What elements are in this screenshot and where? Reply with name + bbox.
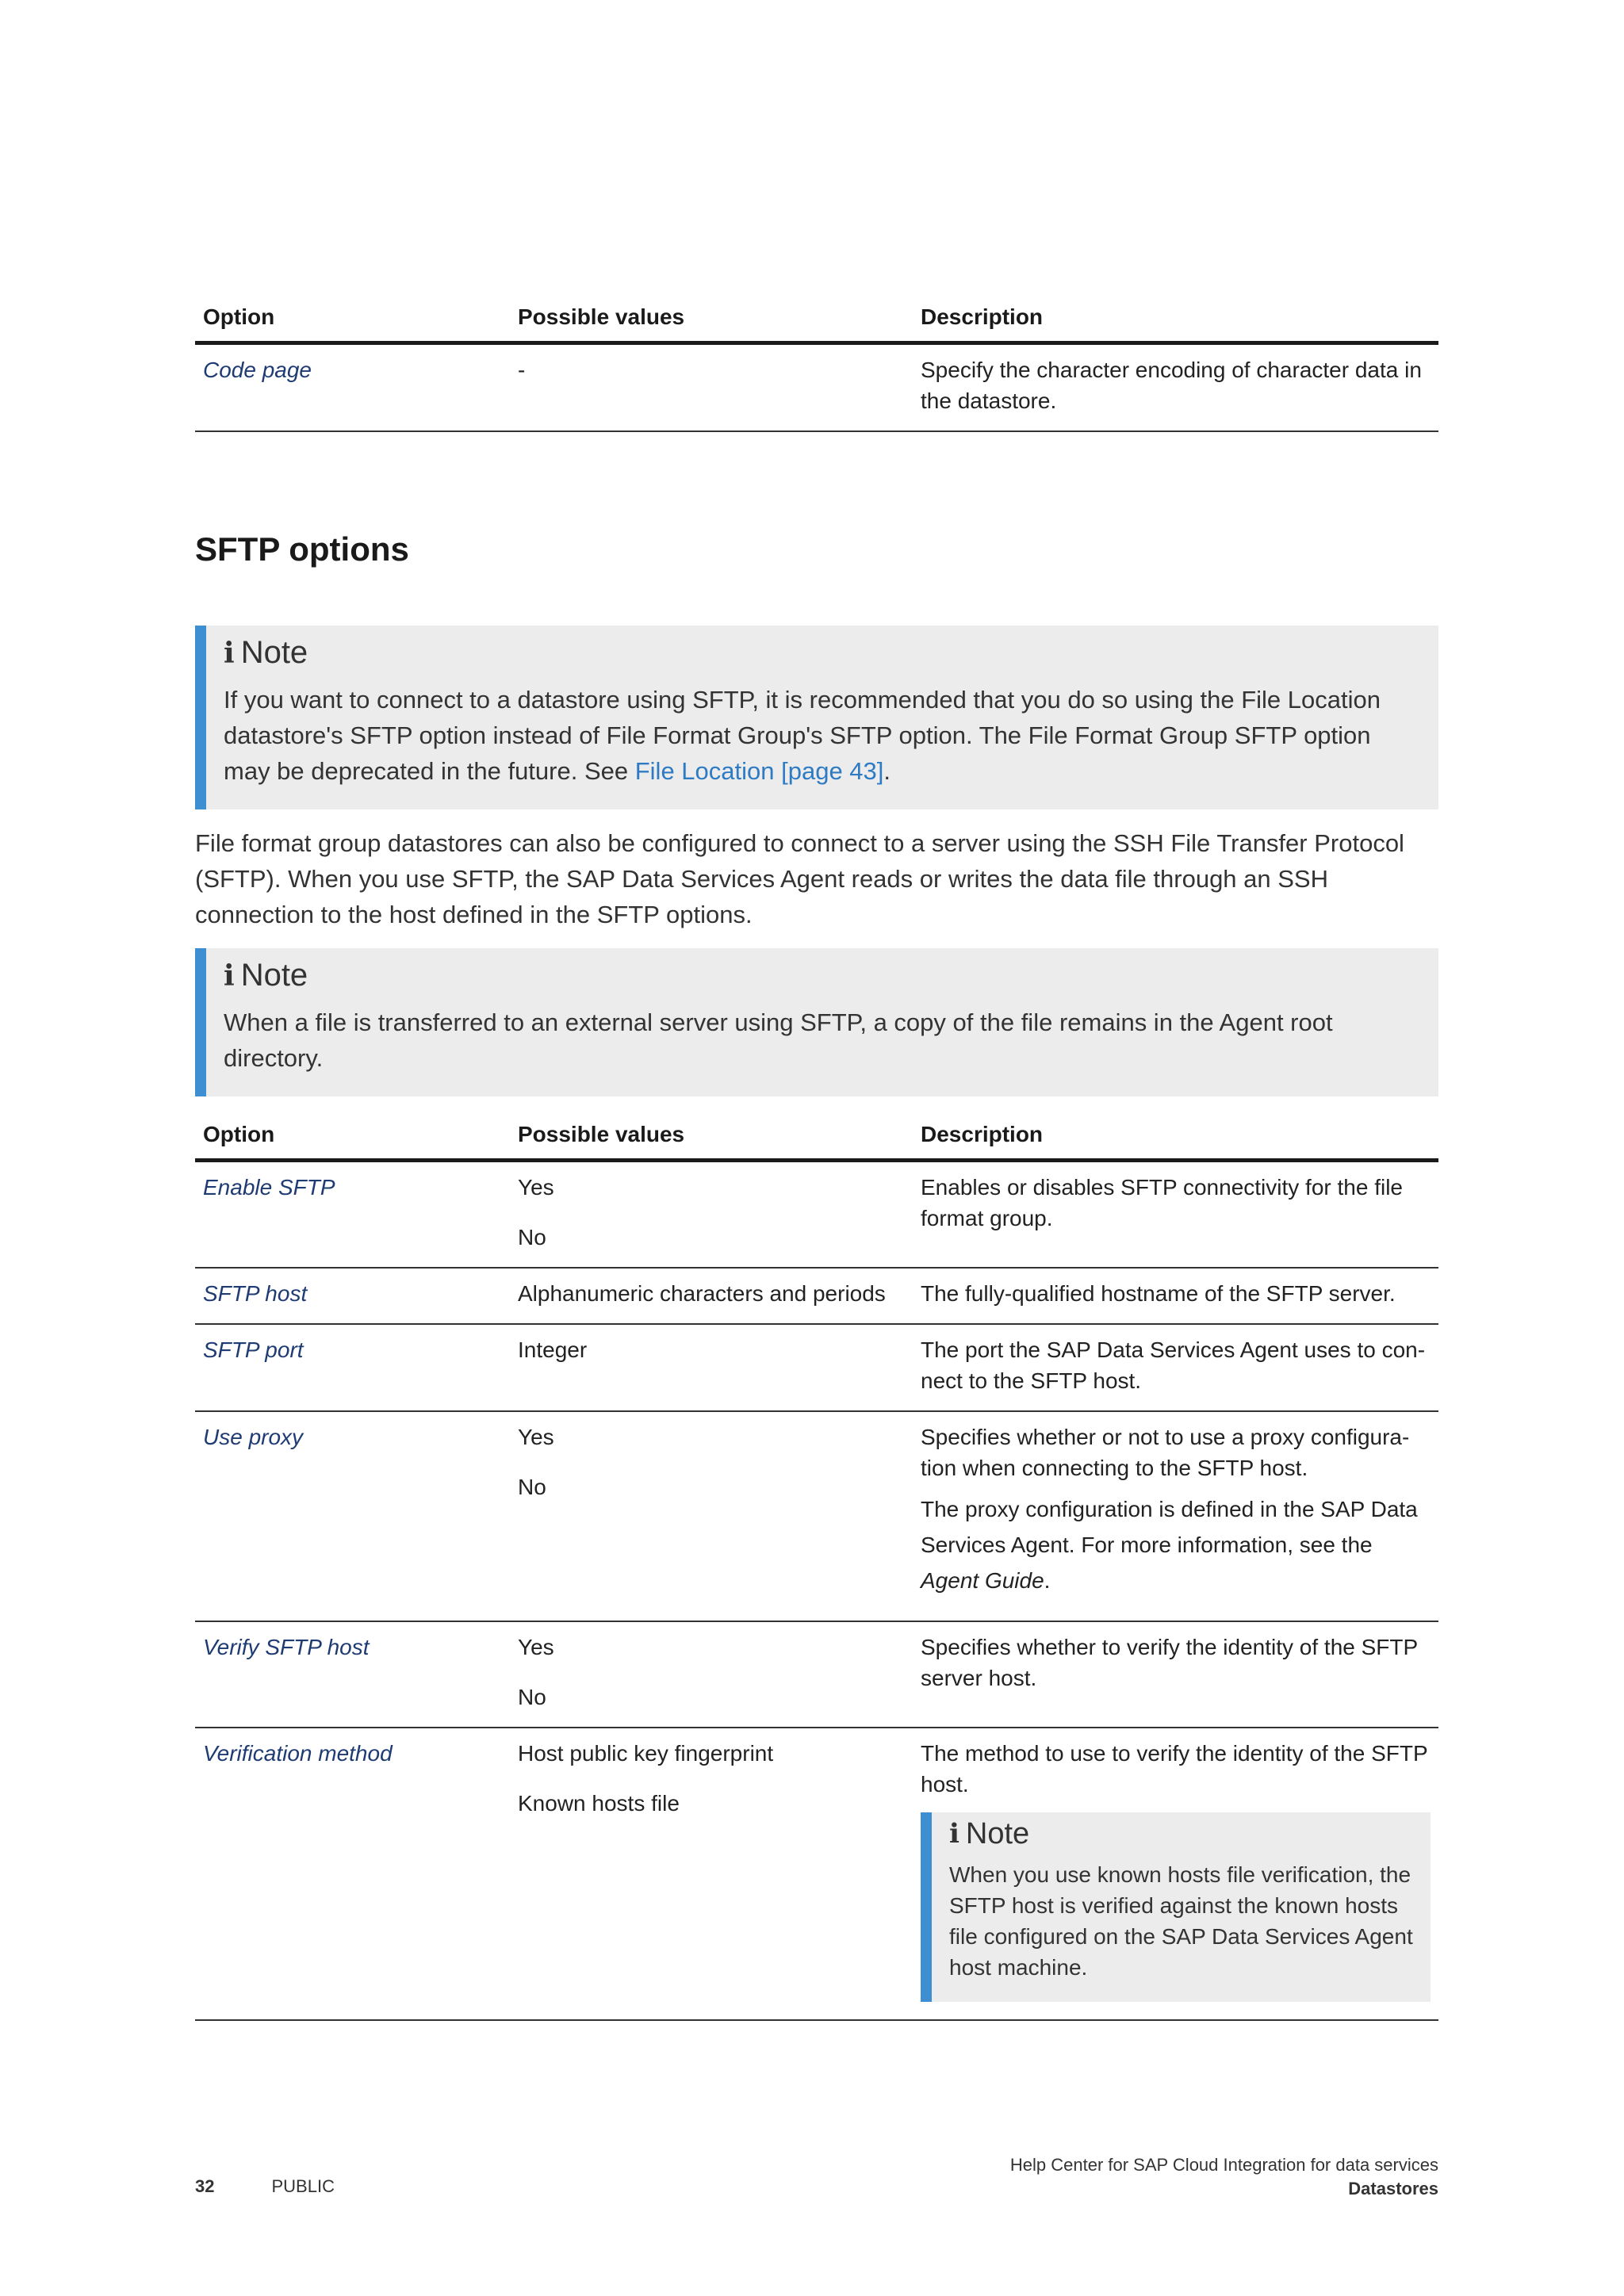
doc-title: Help Center for SAP Cloud Integration for data services [1009,2155,1438,2175]
table-row [195,1268,1438,1324]
info-icon: i [224,959,235,993]
option-name: SFTP port [195,1324,510,1411]
option-description [913,1411,1438,1621]
option-name: Code page [195,343,510,432]
option-description: Specify the character encoding of character data in the datastore. [913,343,1438,432]
option-name: Use proxy [195,1411,510,1621]
description-text: The proxy configuration is defined in the SAP Data Services Agent. For more information, see the [921,1497,1418,1557]
description-paragraph: Specifies whether or not to use a proxy configuration when connecting to the SFTP host. [921,1425,1410,1480]
option-values [510,1161,913,1269]
option-value: Yes [518,1635,554,1659]
page-content [195,293,1438,2021]
note-text-end: . [883,757,891,785]
sftp-options-table [195,1111,1438,2021]
body-paragraph: File format group datastores can also be configured to connect to a server using the SSH File Transfer Protocol (SFTP). When you use SFTP, the SAP Data Services Agent reads or writes the data file through an SSH connection to the host defined in the SFTP options. [195,829,1404,928]
option-values [510,343,913,432]
header-description: Description [913,293,1438,343]
note-title: Note [965,1817,1030,1850]
option-values [510,1621,913,1728]
note-text [224,682,1411,789]
table-row [195,1728,1438,2020]
option-value: Integer [518,1337,588,1362]
option-value: Yes [518,1175,554,1200]
option-description: Enables or disables SFTP connectivity for the file format group. [913,1161,1438,1269]
note-header [224,635,1411,671]
option-name: Enable SFTP [195,1161,510,1269]
option-value: No [518,1225,546,1249]
note-box [195,626,1438,809]
table-row [195,1621,1438,1728]
file-location-link[interactable]: File Location [page 43] [634,757,884,785]
note-box [195,948,1438,1096]
option-description [913,1728,1438,2020]
option-name: Verify SFTP host [195,1621,510,1728]
option-description: The port the SAP Data Services Agent uses to connect to the SFTP host. [913,1324,1438,1411]
info-icon: i [949,1818,959,1850]
option-value: No [518,1685,546,1709]
note-title: Note [240,958,308,993]
table-header-row [195,293,1438,343]
description-paragraph: The method to use to verify the identity of the SFTP host. [921,1741,1428,1797]
info-icon: i [224,636,235,670]
option-name: SFTP host [195,1268,510,1324]
footer-left [195,2176,335,2197]
header-option: Option [195,293,510,343]
option-value: No [518,1475,546,1499]
option-value: - [518,358,526,382]
description-text-end: . [1044,1568,1051,1593]
option-description: The fully-qualified hostname of the SFTP server. [913,1268,1438,1324]
description-paragraph [921,1491,1431,1598]
table-row [195,1324,1438,1411]
option-value: Host public key fingerprint [518,1741,774,1766]
note-text: When you use known hosts file verification, the SFTP host is verified against the known hosts file configured on the SAP Data Services Agent host machine. [949,1862,1413,1980]
agent-guide-reference: Agent Guide [921,1568,1044,1593]
header-possible-values: Possible values [510,293,913,343]
table-row [195,343,1438,432]
option-values [510,1728,913,2020]
code-page-table [195,293,1438,432]
note-header [949,1819,1413,1850]
header-description: Description [913,1111,1438,1161]
note-text: When a file is transferred to an external server using SFTP, a copy of the file remains in the Agent root directory. [224,1008,1333,1072]
table-row [195,1161,1438,1269]
note-header [224,958,1411,993]
header-possible-values: Possible values [510,1111,913,1161]
option-values [510,1324,913,1411]
note-box [921,1812,1431,2002]
header-option: Option [195,1111,510,1161]
option-description: Specifies whether to verify the identity of the SFTP server host. [913,1621,1438,1728]
classification-label: PUBLIC [271,2176,335,2196]
footer-right [1010,2153,1438,2201]
option-values [510,1268,913,1324]
note-title: Note [240,635,308,670]
option-value: Known hosts file [518,1791,680,1816]
page-number: 32 [195,2176,215,2196]
option-value: Alphanumeric characters and periods [518,1281,886,1306]
table-row [195,1411,1438,1621]
option-value: Yes [518,1425,554,1449]
option-values [510,1411,913,1621]
table-header-row [195,1111,1438,1161]
option-name: Verification method [195,1728,510,2020]
chapter-title: Datastores [1348,2179,1438,2198]
section-title: SFTP options [195,530,409,568]
note-text-part: If you want to connect to a datastore using SFTP, it is recommended that you do so using the File Location datastore's SFTP option instead of File Format Group's SFTP option. The File Format Group SFTP option may be deprecated in the future. See [224,686,1381,785]
